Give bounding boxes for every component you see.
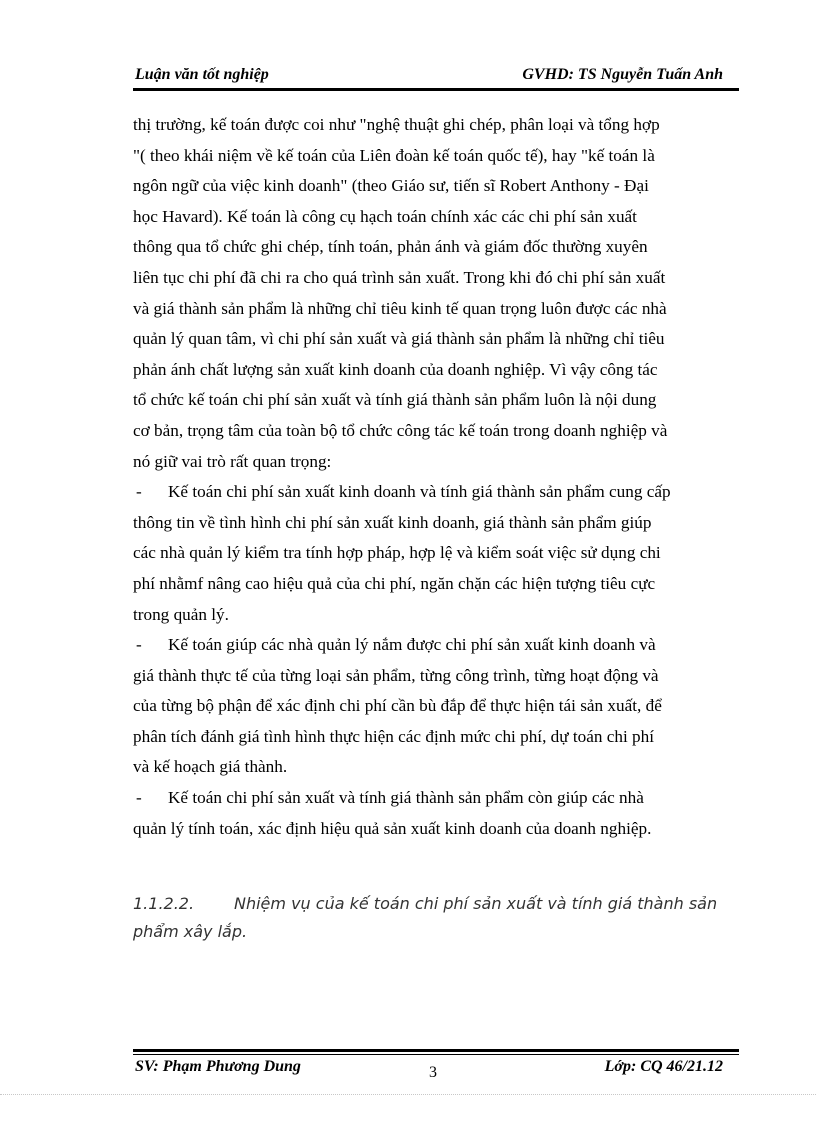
page-number: 3 (429, 1064, 437, 1081)
bullet-dash: - (136, 635, 142, 655)
header-rule (133, 88, 739, 91)
footer-student: SV: Phạm Phương Dung (135, 1058, 301, 1075)
bullet-first-line: Kế toán chi phí sản xuất và tính giá thành sản phẩm còn giúp các nhà (168, 788, 644, 808)
body-line: thông qua tổ chức ghi chép, tính toán, phản ánh và giám đốc thường xuyên (133, 237, 648, 257)
section-number: 1.1.2.2. (133, 894, 195, 913)
body-line: và giá thành sản phẩm là những chỉ tiêu kinh tế quan trọng luôn được các nhà (133, 298, 667, 318)
bullet-continuation: trong quản lý. (133, 604, 229, 624)
bullet-continuation: thông tin về tình hình chi phí sản xuất kinh doanh, giá thành sản phẩm giúp (133, 512, 652, 532)
bullet-continuation: quản lý tính toán, xác định hiệu quả sản xuất kinh doanh của doanh nghiệp. (133, 818, 652, 838)
bullet-item (133, 477, 733, 508)
bullet-continuation: giá thành thực tế của từng loại sản phẩm, từng công trình, từng hoạt động và (133, 665, 659, 685)
bullet-continuation: các nhà quản lý kiểm tra tính hợp pháp, hợp lệ và kiểm soát việc sử dụng chi (133, 543, 661, 563)
footer-class: Lớp: CQ 46/21.12 (604, 1058, 723, 1075)
body-line: liên tục chi phí đã chi ra cho quá trình sản xuất. Trong khi đó chi phí sản xuất (133, 267, 666, 287)
footer-rule-thick (133, 1049, 739, 1052)
body-line: "( theo khái niệm về kế toán của Liên đoàn kế toán quốc tế), hay "kế toán là (133, 145, 655, 165)
bullet-first-line: Kế toán chi phí sản xuất kinh doanh và tính giá thành sản phẩm cung cấp (168, 482, 671, 502)
body-line: học Havard). Kế toán là công cụ hạch toán chính xác các chi phí sản xuất (133, 206, 637, 226)
bullet-item (133, 630, 733, 661)
bullet-dash: - (136, 788, 142, 808)
section-title-line1: Nhiệm vụ của kế toán chi phí sản xuất và tính giá thành sản (234, 894, 718, 913)
body-line: phản ánh chất lượng sản xuất kinh doanh của doanh nghiệp. Vì vậy công tác (133, 359, 658, 379)
body-text (133, 110, 733, 844)
header-supervisor: GVHD: TS Nguyễn Tuấn Anh (522, 66, 723, 83)
body-line: nó giữ vai trò rất quan trọng: (133, 451, 332, 471)
header-thesis-title: Luận văn tốt nghiệp (135, 66, 269, 83)
bullet-continuation: của từng bộ phận để xác định chi phí cần bù đắp để thực hiện tái sản xuất, để (133, 696, 662, 716)
bullet-continuation: phí nhằmf nâng cao hiệu quả của chi phí, ngăn chặn các hiện tượng tiêu cực (133, 573, 656, 593)
body-line: tổ chức kế toán chi phí sản xuất và tính giá thành sản phẩm luôn là nội dung (133, 390, 657, 410)
body-line: quản lý quan tâm, vì chi phí sản xuất và giá thành sản phẩm là những chỉ tiêu (133, 329, 665, 349)
section-heading (133, 890, 733, 946)
bullet-item (133, 783, 733, 814)
body-line: ngôn ngữ của việc kinh doanh" (theo Giáo sư, tiến sĩ Robert Anthony - Đại (133, 176, 649, 196)
bullet-continuation: phân tích đánh giá tình hình thực hiện các định mức chi phí, dự toán chi phí (133, 726, 655, 746)
body-line: thị trường, kế toán được coi như "nghệ thuật ghi chép, phân loại và tổng hợp (133, 115, 660, 134)
bullet-continuation: và kế hoạch giá thành. (133, 757, 288, 777)
body-line: cơ bản, trọng tâm của toàn bộ tổ chức công tác kế toán trong doanh nghiệp và (133, 420, 668, 440)
section-title-line2: phẩm xây lắp. (133, 922, 248, 941)
bullet-dash: - (136, 482, 142, 502)
page-bottom-divider (0, 1094, 816, 1095)
bullet-first-line: Kế toán giúp các nhà quản lý nắm được chi phí sản xuất kinh doanh và (168, 635, 656, 655)
page-header (133, 62, 739, 90)
page-footer (133, 1054, 739, 1084)
